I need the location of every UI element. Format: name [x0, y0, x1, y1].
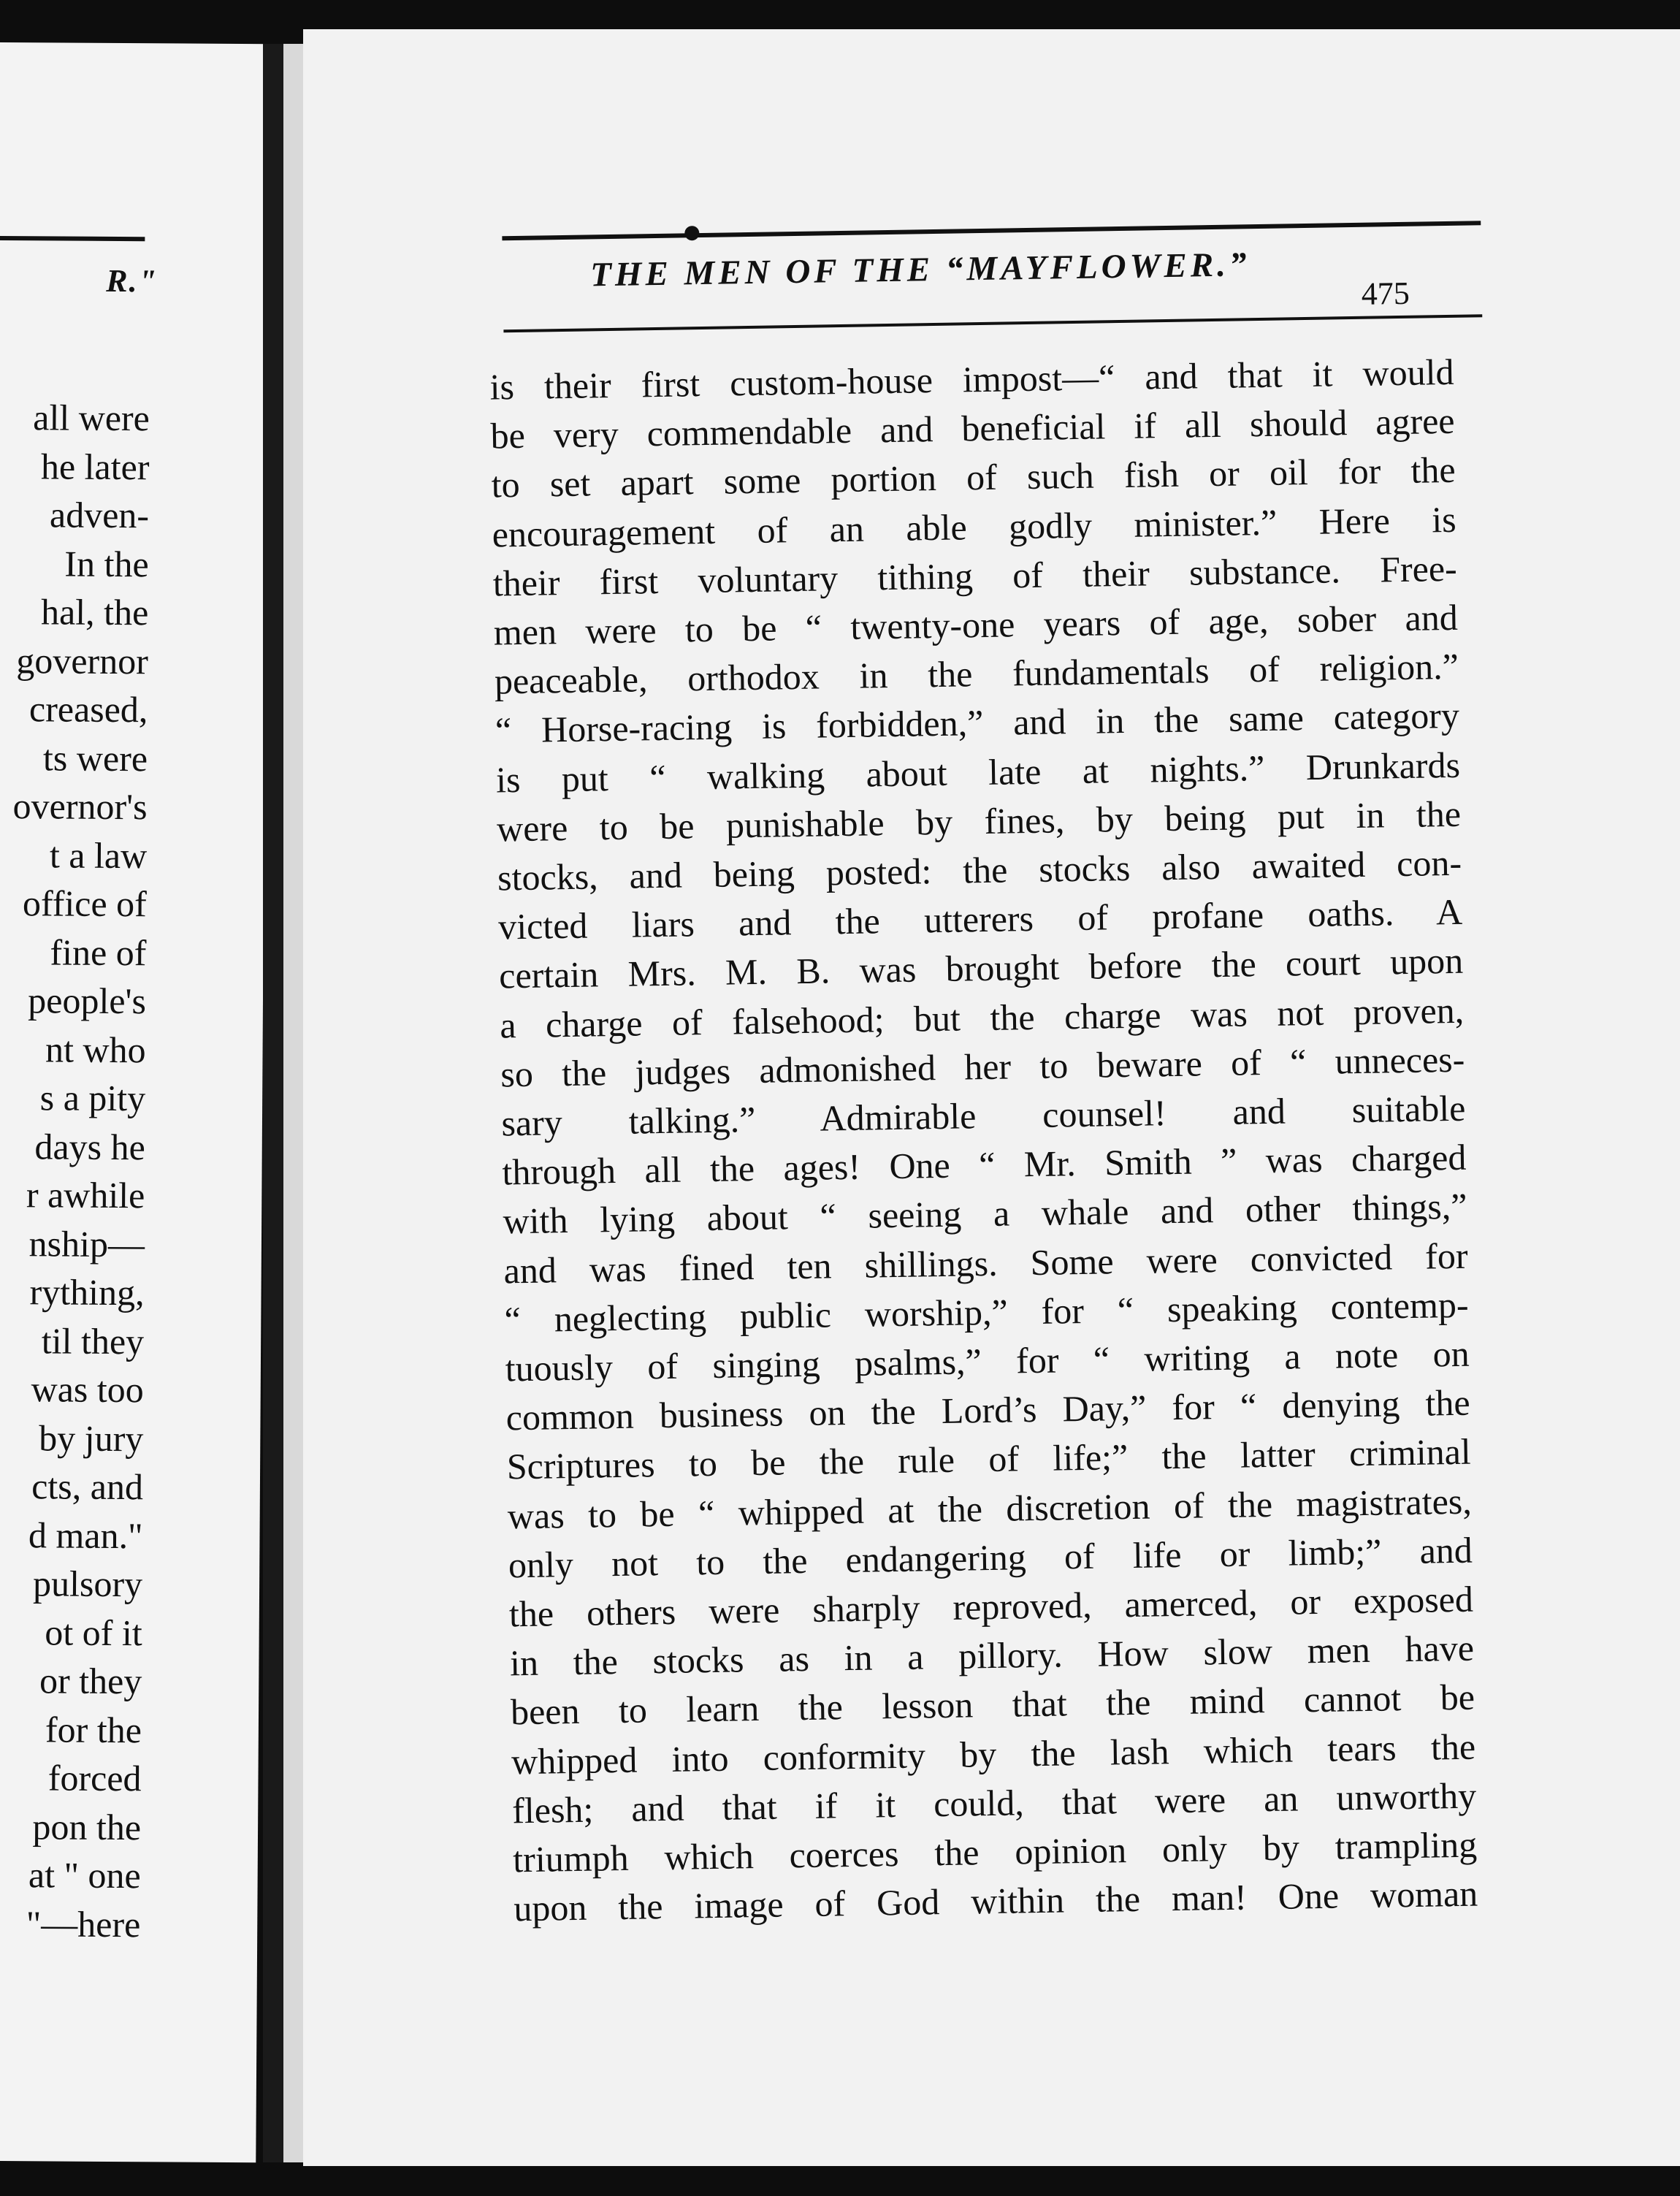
text-line: their first voluntary tithing of their substance. Free- [492, 547, 1458, 604]
text-line: Scriptures to be the rule of life;” the latter criminal [506, 1431, 1472, 1487]
left-text-line: at " one [28, 1854, 141, 1896]
left-text-line: ot of it [45, 1611, 142, 1653]
left-text-line: fine of [50, 931, 147, 973]
text-line: is put “ walking about late at nights.” Drunkards [495, 744, 1461, 801]
text-line: flesh; and that if it could, that were an unworthy [511, 1774, 1477, 1831]
text-line: in the stocks as in a pillory. How slow men have [509, 1627, 1475, 1684]
text-line: men were to be “ twenty-one years of age, sober and [493, 596, 1459, 653]
header-ornament-rule [502, 221, 1481, 240]
text-line: triumph which coerces the opinion only by trampling [512, 1823, 1478, 1880]
left-text-line: cts, and [31, 1465, 144, 1508]
text-line: a charge of falsehood; but the charge was not proven, [499, 989, 1465, 1046]
left-text-line: d man." [28, 1514, 143, 1556]
text-line: “ Horse-racing is forbidden,” and in the same category [495, 695, 1460, 751]
left-text-line: all were [33, 397, 150, 439]
body-text [489, 348, 1478, 1934]
text-line: stocks, and being posted: the stocks also awaited con- [497, 842, 1462, 899]
left-text-line: overnor's [12, 785, 148, 828]
text-line: with lying about “ seeing a whale and other things,” [503, 1186, 1467, 1242]
text-line: sary talking.” Admirable counsel! and suitable [501, 1087, 1466, 1144]
left-text-line: nship— [28, 1222, 145, 1265]
left-text-line: t a law [49, 834, 148, 876]
left-text-line: forced [47, 1757, 142, 1799]
header-ornament-dot [684, 226, 699, 240]
left-running-head: R." [106, 262, 159, 300]
left-text-line: was too [31, 1368, 144, 1411]
left-page-text [6, 393, 150, 1948]
left-page [0, 42, 269, 2162]
text-line: whipped into conformity by the lash which tears the [511, 1726, 1476, 1783]
book-spine-shadow [263, 44, 283, 2162]
header-rule [503, 314, 1482, 332]
page-number: 475 [1361, 275, 1410, 312]
text-line: common business on the Lord’s Day,” for “ denying the [505, 1381, 1471, 1438]
text-line: so the judges admonished her to beware of “ unneces- [500, 1038, 1465, 1095]
text-line: certain Mrs. M. B. was brought before the court upon [498, 940, 1464, 996]
text-line: to set apart some portion of such fish or oil for the [491, 449, 1456, 506]
text-line: is their first custom-house impost—“ and that it would [489, 351, 1454, 408]
left-text-line: office of [22, 882, 147, 925]
left-text-line: creased, [28, 688, 148, 731]
text-line: through all the ages! One “ Mr. Smith ” was charged [502, 1136, 1467, 1193]
left-text-line: governor [16, 639, 149, 682]
left-text-line: ts were [42, 736, 148, 779]
left-text-line: hal, the [40, 591, 149, 633]
left-text-line: he later [40, 445, 150, 487]
right-page [303, 29, 1680, 2166]
text-line: were to be punishable by fines, by being put in the [496, 793, 1462, 850]
left-text-line: days he [34, 1125, 145, 1167]
left-text-line: "—here [26, 1902, 141, 1945]
left-text-line: by jury [39, 1417, 144, 1459]
text-line: tuously of singing psalms,” for “ writing a note on [505, 1333, 1470, 1389]
left-text-line: r awhile [26, 1174, 145, 1216]
left-text-line: In the [64, 543, 149, 584]
left-text-line: s a pity [39, 1077, 146, 1119]
left-text-line: for the [45, 1708, 142, 1750]
left-text-line: or they [39, 1660, 142, 1702]
left-text-line: rything, [29, 1271, 145, 1314]
text-line: upon the image of God within the man! One woman [513, 1872, 1478, 1929]
left-text-line: til they [41, 1319, 145, 1362]
left-text-line: people's [28, 980, 147, 1022]
left-text-line: pon the [32, 1805, 142, 1848]
running-head: THE MEN OF THE “MAYFLOWER.” [589, 245, 1251, 294]
left-text-line: pulsory [32, 1563, 143, 1605]
text-line: victed liars and the utterers of profane oaths. A [497, 891, 1463, 948]
text-line: encouragement of an able godly minister.” Here is [492, 498, 1457, 555]
text-line: and was fined ten shillings. Some were convicted for [503, 1235, 1468, 1292]
text-line: be very commendable and beneficial if all should agree [490, 400, 1455, 457]
left-text-line: nt who [45, 1028, 146, 1070]
text-line: the others were sharply reproved, amerced, or exposed [508, 1578, 1474, 1635]
text-line: peaceable, orthodox in the fundamentals of religion.” [494, 646, 1459, 702]
text-line: “ neglecting public worship,” for “ speaking contemp- [504, 1284, 1469, 1341]
left-header-rule [0, 236, 145, 241]
text-line: been to learn the lesson that the mind cannot be [510, 1677, 1475, 1733]
left-text-line: adven- [49, 494, 150, 536]
text-line: was to be “ whipped at the discretion of the magistrates, [507, 1480, 1473, 1537]
text-line: only not to the endangering of life or limb;” and [508, 1529, 1473, 1586]
